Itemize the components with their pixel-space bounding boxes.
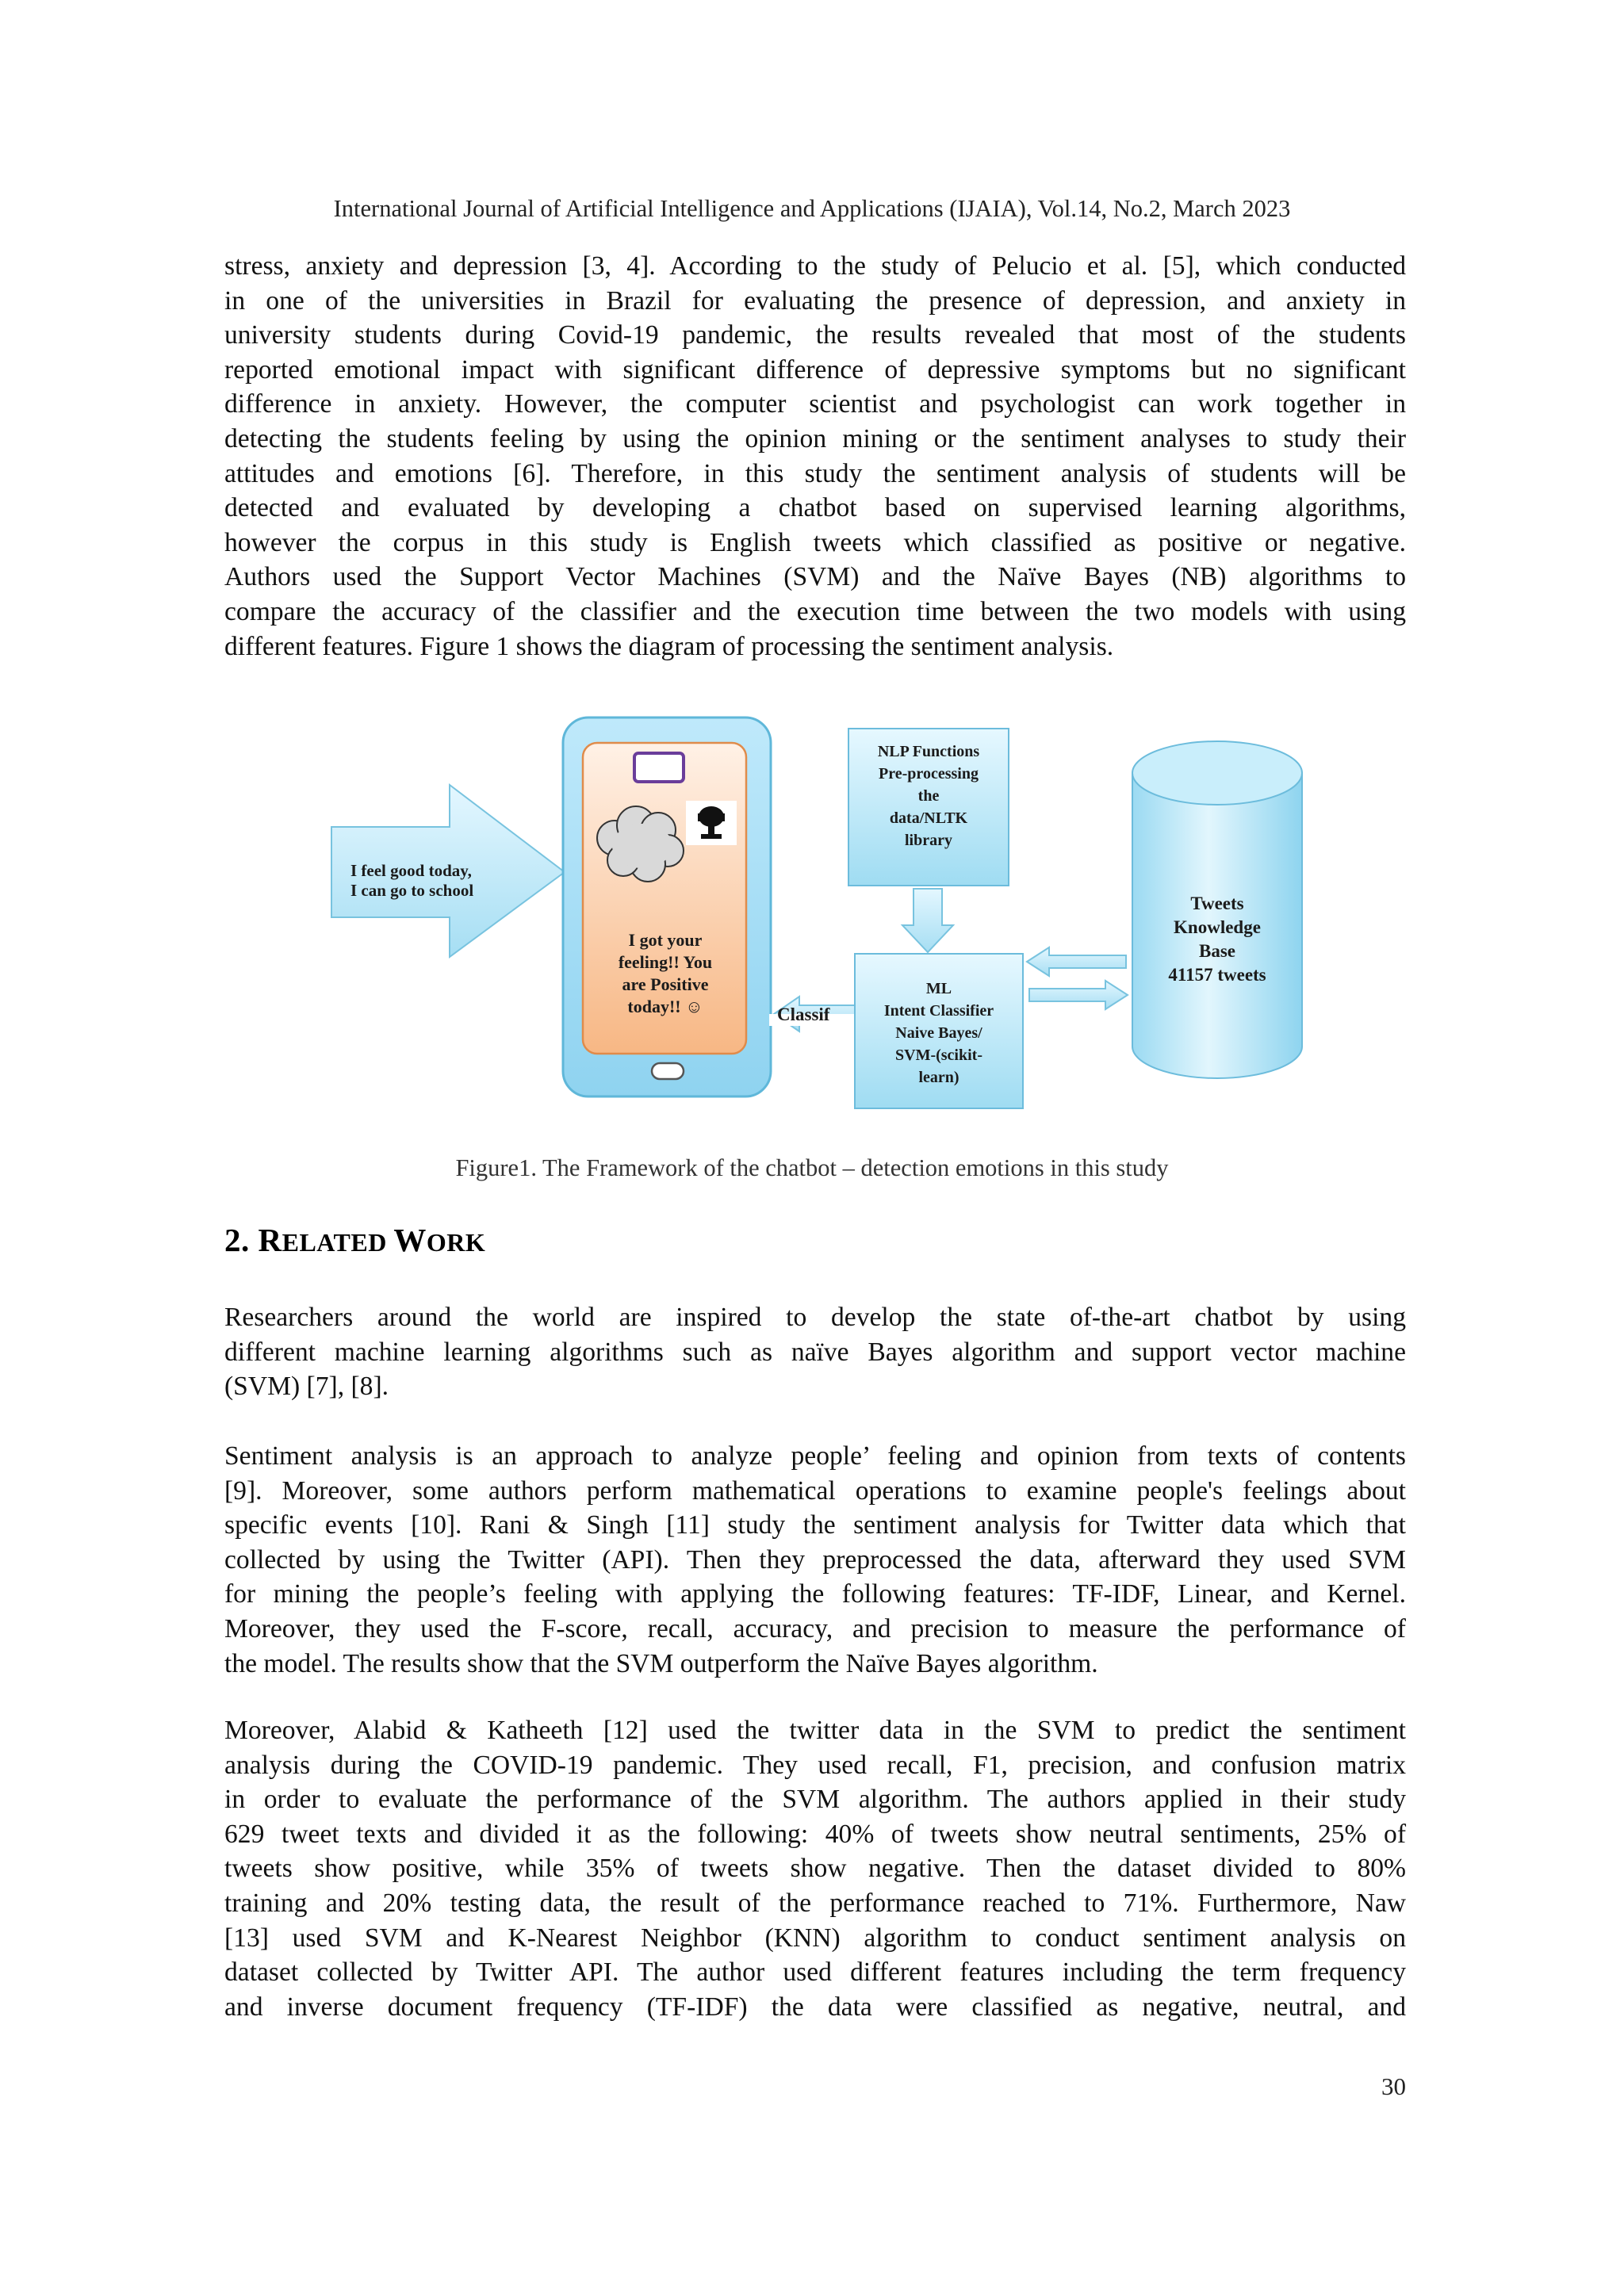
text-line: training and 20% testing data, the result of the performance reached to 71%. Furthermore, Naw — [224, 1888, 1406, 1918]
figure-caption: Figure1. The Framework of the chatbot – detection emotions in this study — [455, 1154, 1169, 1181]
text-line: detected and evaluated by developing a chatbot based on supervised learning algorithms, — [224, 493, 1406, 523]
phone-home-button-icon — [652, 1063, 684, 1079]
text-line: 629 tweet texts and divided it as the following: 40% of tweets show neutral sentiments, 25% of — [224, 1819, 1406, 1849]
section-heading — [224, 1221, 485, 1259]
nlp-box-line-4: data/NLTK — [889, 809, 968, 827]
section-title-part: W — [393, 1222, 427, 1258]
text-line: Authors used the Support Vector Machines (SVM) and the Naïve Bayes (NB) algorithms to — [224, 562, 1406, 592]
bot-reply-line-3: are Positive — [622, 974, 709, 994]
kb-line-3: Base — [1199, 941, 1235, 961]
text-line: detecting the students feeling by using the opinion mining or the sentiment analyses to study their — [224, 423, 1406, 453]
section-title-part: ELATED — [282, 1228, 394, 1257]
ml-box-line-2: Intent Classifier — [883, 1002, 994, 1020]
text-line: Moreover, they used the F-score, recall, accuracy, and precision to measure the performance of — [224, 1613, 1406, 1644]
kb-to-ml-arrow — [1027, 947, 1126, 976]
nlp-box-line-5: library — [905, 832, 952, 849]
text-line: for mining the people’s feeling with applying the following features: TF-IDF, Linear, and Kernel. — [224, 1579, 1406, 1609]
text-line: specific events [10]. Rani & Singh [11] study the sentiment analysis for Twitter data which that — [224, 1510, 1406, 1540]
text-line: Moreover, Alabid & Katheeth [12] used the twitter data in the SVM to predict the sentiment — [224, 1716, 1406, 1745]
text-line: difference in anxiety. However, the computer scientist and psychologist can work together in — [224, 389, 1406, 419]
kb-line-2: Knowledge — [1174, 917, 1261, 937]
kb-line-4: 41157 tweets — [1168, 965, 1266, 985]
ml-box-line-4: SVM-(scikit- — [895, 1047, 982, 1064]
text-line: collected by using the Twitter (API). Then they preprocessed the data, afterward they used SVM — [224, 1544, 1406, 1575]
down-arrow — [902, 889, 953, 952]
nlp-box-line-1: NLP Functions — [877, 743, 980, 760]
nlp-box-line-2: Pre-processing — [879, 765, 979, 783]
page-number: 30 — [1381, 2072, 1406, 2100]
figure-1 — [325, 710, 1308, 1110]
text-line: analysis during the COVID-19 pandemic. They used recall, F1, precision, and confusion matrix — [224, 1750, 1406, 1780]
section-number: 2. — [224, 1222, 250, 1258]
text-line: in order to evaluate the performance of the SVM algorithm. The authors applied in their study — [224, 1785, 1406, 1815]
section-title — [259, 1222, 486, 1258]
text-line: different features. Figure 1 shows the diagram of processing the sentiment analysis. — [224, 631, 1114, 661]
chatbot-icon — [686, 801, 737, 845]
related-work-paragraph-2 — [224, 1439, 1406, 1681]
ml-box-line-3: Naive Bayes/ — [895, 1024, 982, 1042]
text-line: different machine learning algorithms such as naïve Bayes algorithm and support vector machine — [224, 1337, 1406, 1367]
text-line: however the corpus in this study is English tweets which classified as positive or negative. — [224, 527, 1406, 557]
running-header: International Journal of Artificial Intelligence and Applications (IJAIA), Vol.14, No.2, March 2023 — [333, 195, 1291, 222]
text-line: stress, anxiety and depression [3, 4]. According to the study of Pelucio et al. [5], which conducted — [224, 251, 1406, 281]
nlp-box-line-3: the — [917, 787, 940, 805]
classify-label: Classif — [777, 1004, 830, 1024]
text-line: Researchers around the world are inspired to develop the state of-the-art chatbot by using — [224, 1303, 1406, 1332]
ml-box-line-5: learn) — [918, 1069, 959, 1086]
bot-reply-line-2: feeling!! You — [618, 952, 713, 972]
related-work-paragraph-3 — [224, 1713, 1406, 2024]
text-line: reported emotional impact with significant difference of depressive symptoms but no significant — [224, 354, 1406, 385]
text-line: (SVM) [7], [8]. — [224, 1372, 389, 1402]
text-line: tweets show positive, while 35% of tweets show negative. Then the dataset divided to 80% — [224, 1854, 1406, 1884]
ml-to-kb-arrow — [1029, 981, 1128, 1009]
text-line: and inverse document frequency (TF-IDF) the data were classified as negative, neutral, and — [224, 1992, 1406, 2022]
bot-reply-line-1: I got your — [628, 930, 703, 950]
text-line: the model. The results show that the SVM outperform the Naïve Bayes algorithm. — [224, 1648, 1098, 1678]
text-line: [13] used SVM and K-Nearest Neighbor (KNN) algorithm to conduct sentiment analysis on — [224, 1923, 1406, 1953]
input-text-line-2: I can go to school — [350, 881, 474, 900]
text-line: university students during Covid-19 pandemic, the results revealed that most of the students — [224, 320, 1406, 350]
phone-speaker-icon — [634, 753, 684, 782]
section-title-part: ORK — [426, 1228, 486, 1257]
text-line: dataset collected by Twitter API. The author used different features including the term frequency — [224, 1957, 1406, 1988]
input-text-line-1: I feel good today, — [350, 861, 472, 880]
text-line: [9]. Moreover, some authors perform mathematical operations to examine people's feelings about — [224, 1475, 1406, 1506]
intro-paragraph — [224, 249, 1406, 664]
section-title-part: R — [258, 1222, 282, 1258]
text-line: attitudes and emotions [6]. Therefore, in this study the sentiment analysis of students will be — [224, 458, 1406, 488]
text-line: in one of the universities in Brazil for evaluating the presence of depression, and anxiety in — [224, 285, 1406, 316]
kb-line-1: Tweets — [1190, 894, 1244, 913]
text-line: compare the accuracy of the classifier and the execution time between the two models with using — [224, 596, 1406, 626]
related-work-paragraph-1 — [224, 1300, 1406, 1404]
ml-box-line-1: ML — [925, 980, 952, 997]
framework-diagram — [325, 710, 1308, 1110]
text-line: Sentiment analysis is an approach to analyze people’ feeling and opinion from texts of contents — [224, 1441, 1406, 1471]
bot-reply-line-4: today!! ☺ — [627, 997, 703, 1016]
